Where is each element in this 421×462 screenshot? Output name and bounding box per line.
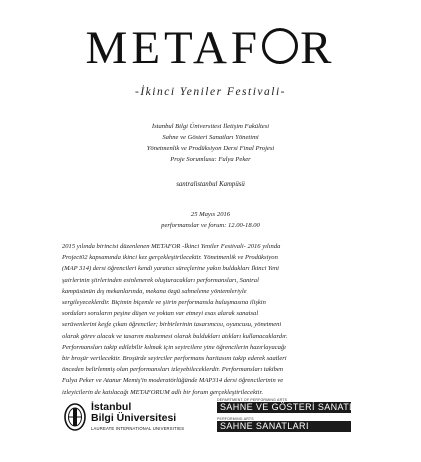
performing-arts-bar: SAHNE SANATLARI [217,421,351,432]
circle-o-icon [262,28,298,64]
description-line: bir broşür verilecektir. Broşürde seyirciler performans haritasını takip ederek saatleri [62,355,287,363]
university-seal-icon [63,402,87,432]
description-line: olarak görev alacak ve tasarım malzemesi olarak buldukları atıkları kullanacaklardır. [62,332,288,340]
university-logo [63,400,203,448]
university-subline: LAUREATE INTERNATIONAL UNIVERSITIES [91,426,185,431]
university-name [91,402,176,424]
organizer-line: Sahne ve Gösteri Sanatları Yönetimi [162,134,259,141]
event-schedule: performanslar ve forum: 12.00-18.00 [161,222,260,229]
department-bar: SAHNE VE GÖSTERİ SANATLARI YÖNETİMİ [217,402,351,413]
description-line: önceden belirlenmiş olan performansları izleyebileceklerdir. Performansları takiben [62,366,284,374]
university-name-line2: Bilgi Üniversitesi [91,412,177,424]
description-line: Fulya Peker ve Atanur Memiş'in moderatörlüğünde MAP314 dersi öğrencilerinin ve [62,377,284,385]
festival-title [0,20,421,76]
venue-text: santralistanbul Kampüsü [176,181,245,188]
title-text [86,22,336,74]
description-line: kampüsünün dış mekanlarında, mekana özgü sahneleme yöntemleriyle [62,287,247,295]
department-caption: DEPARTMENT OF PERFORMING ARTS [217,398,288,402]
organizer-line: İstanbul Bilgi Üniversitesi İletişim Fakültesi [151,123,270,130]
description-line: Project02 kapsamında ikinci kez gerçekleştirilecektir. Yönetmenlik ve Prodüksiyon [62,254,278,262]
organizer-block [0,121,421,165]
description-line: şairlerinin şiirlerinden esinlenerek oluşturacakları performansları, Santral [62,276,259,284]
organizer-line: Yönetmenlik ve Prodüksiyon Dersi Final Projesi [146,145,275,152]
festival-subtitle: -İkinci Yeniler Festivali- [135,86,286,98]
description-paragraph [62,241,360,398]
description-line: (MAP 314) dersi öğrencileri kendi yaratıcı süreçlerine yakın buldukları İkinci Yeni [62,265,279,273]
performing-arts-caption: PERFORMING ARTS [217,417,254,421]
title-part-2: R [300,22,336,74]
date-block [0,209,421,231]
department-logo [217,398,421,454]
description-line: izleyicilerin de katılacağı METAFORUM adlı bir forum gerçekleştirilecektir. [62,388,263,396]
description-line: 2015 yılında birincisi düzenlenen METAFOR -İkinci Yeniler Festivali- 2016 yılında [62,243,281,250]
description-line: serüvenlerini keşfe çıkan öğrenciler; birbirlerinin tasarımcısı, oyuncusu, yönetmeni [62,321,282,329]
university-name-line1: İstanbul [91,401,132,413]
title-part-1: METAF [85,22,262,74]
event-date: 25 Mayıs 2016 [190,211,231,218]
organizer-line: Proje Sorumlusu: Fulya Peker [170,156,251,163]
description-line: sergileyeceklerdir. Biçimin biçemle ve şiirin performansla buluşmasına ilişkin [62,299,266,307]
description-line: Performansları takip edilebilir kılmak için seyircilere yine öğrencilerin hazırlayacağı [62,343,287,351]
description-line: sorduları soruların peşine düşen ve yoktan var etmeyi esas alarak sanatsal [62,310,259,318]
